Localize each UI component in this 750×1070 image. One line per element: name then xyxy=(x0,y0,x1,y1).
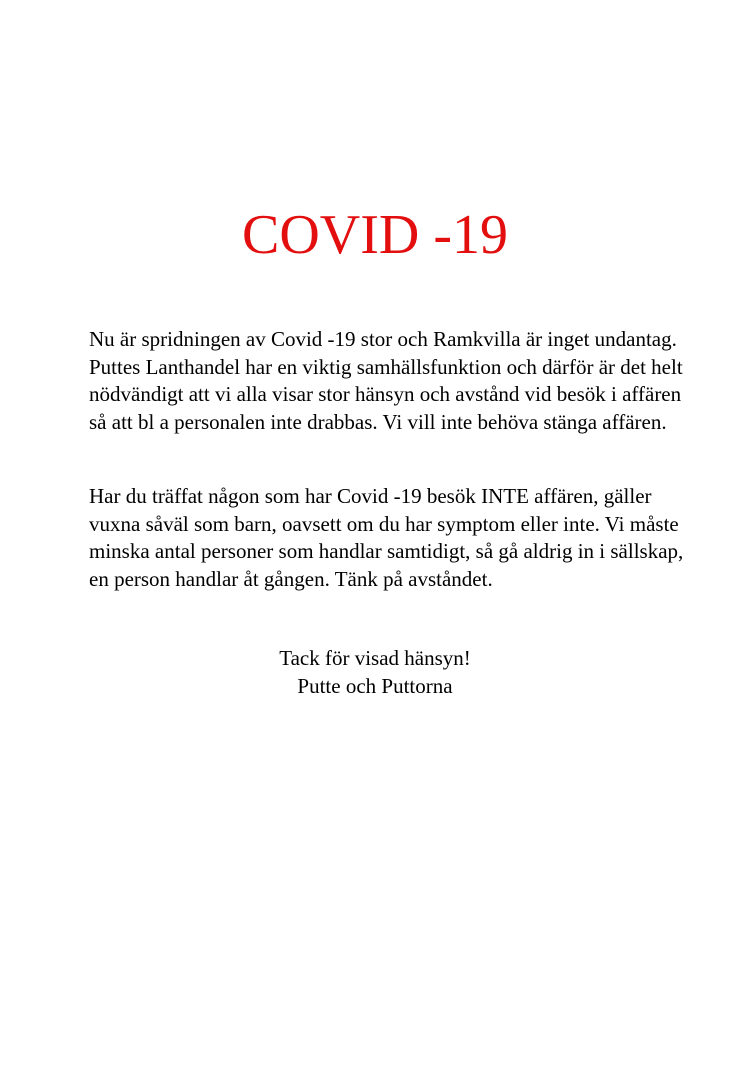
notice-paragraph-2: Har du träffat någon som har Covid -19 besök INTE affären, gäller vuxna såväl som barn, oavsett om du har symptom eller inte. Vi måste minska antal personer som handlar samtidigt, så gå aldrig in i sällskap, en person handlar åt gången. Tänk på avståndet. xyxy=(89,484,684,591)
notice-paragraph-1: Nu är spridningen av Covid -19 stor och Ramkvilla är inget undantag. Puttes Lanthandel har en viktig samhällsfunktion och därför är det helt nödvändigt att vi alla visar stor hänsyn och avstånd vid besök i affären så att bl a personalen inte drabbas. Vi vill inte behöva stänga affären. xyxy=(89,327,683,434)
closing-signature: Putte och Puttorna xyxy=(297,673,453,698)
notice-title: COVID -19 xyxy=(242,204,508,266)
closing-block xyxy=(0,645,750,700)
closing-thanks: Tack för visad hänsyn! xyxy=(279,646,471,670)
